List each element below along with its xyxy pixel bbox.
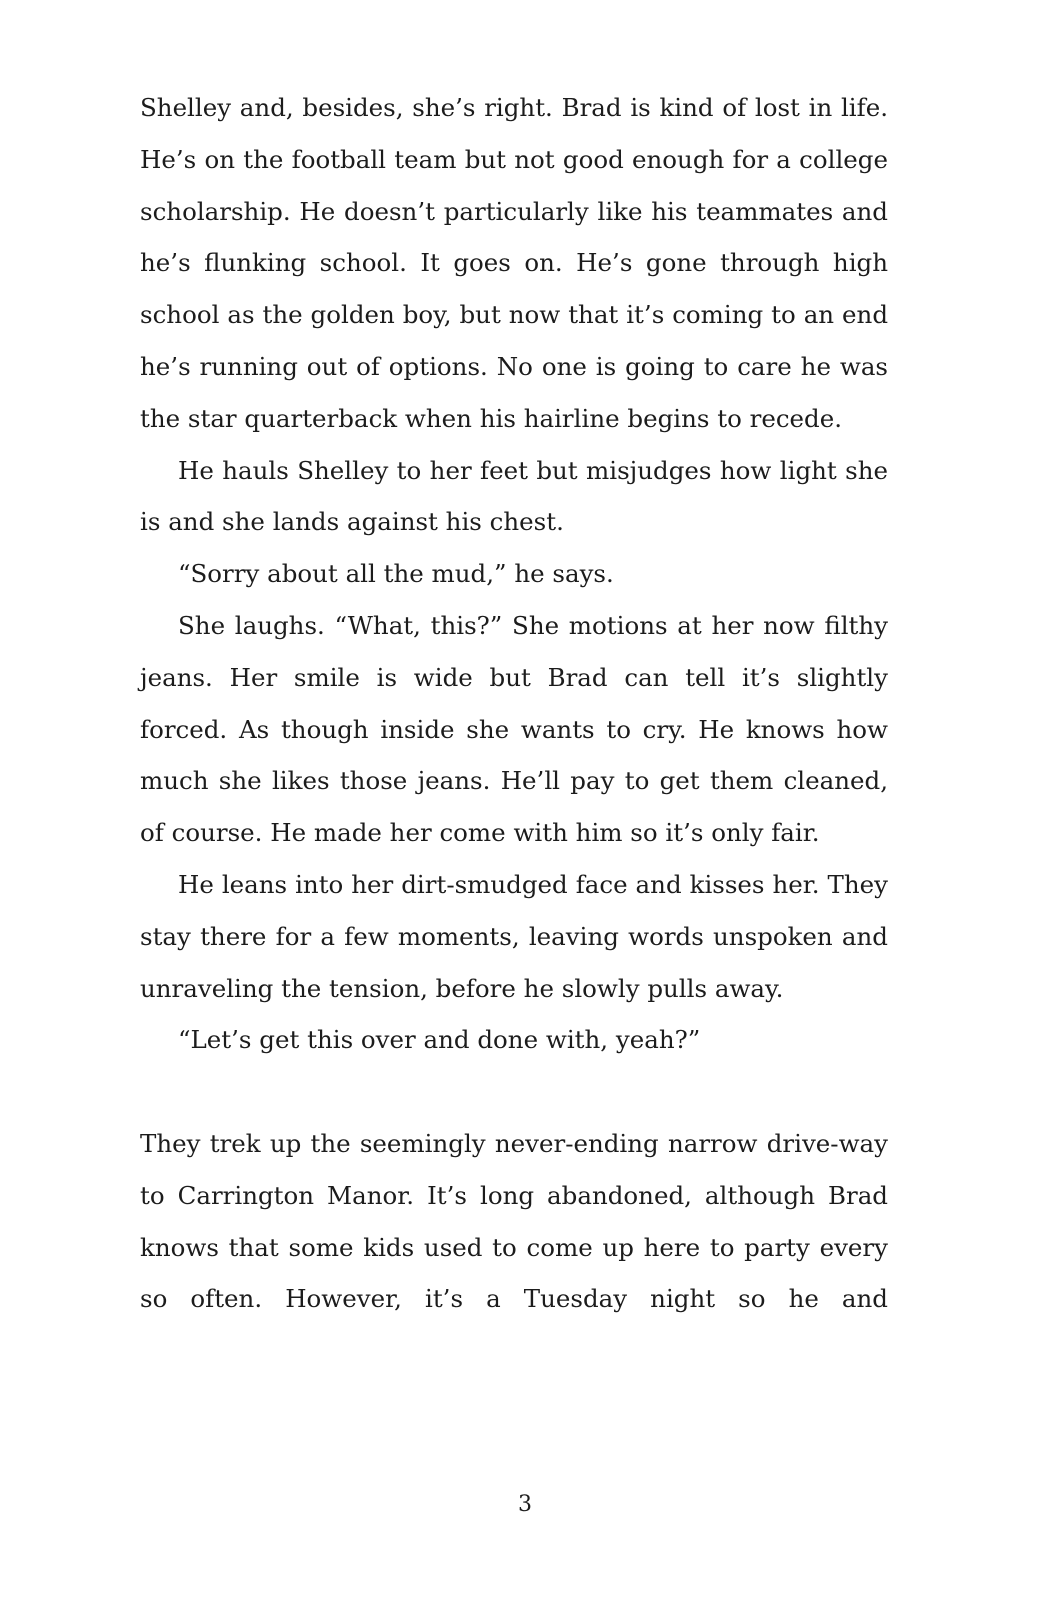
paragraph: He leans into her dirt-smudged face and kisses her. They stay there for a few moments, leaving words unspoken and unraveling the tension, before he slowly pulls away.: [140, 869, 888, 1003]
scene-break: [140, 1066, 888, 1118]
body-text: [140, 82, 888, 1325]
paragraph: He hauls Shelley to her feet but misjudges how light she is and she lands against his chest.: [140, 455, 888, 537]
paragraph: “Let’s get this over and done with, yeah?”: [178, 1025, 701, 1055]
paragraph: She laughs. “What, this?” She motions at her now filthy jeans. Her smile is wide but Brad can tell it’s slightly forced. As though inside she wants to cry. He knows how much she likes those jeans. He’ll pay to get them cleaned, of course. He made her come with him so it’s only fair.: [140, 610, 888, 848]
paragraph: They trek up the seemingly never-ending narrow drive-way to Carrington Manor. It’s long abandoned, although Brad knows that some kids used to come up here to party every so often. However, it’s a Tuesday night so he and: [140, 1128, 888, 1314]
paragraph: “Sorry about all the mud,” he says.: [178, 559, 614, 589]
page-number: 3: [518, 1492, 532, 1517]
paragraph: Shelley and, besides, she’s right. Brad is kind of lost in life. He’s on the football team but not good enough for a college scholarship. He doesn’t particularly like his teammates and he’s flunking school. It goes on. He’s gone through high school as the golden boy, but now that it’s coming to an end he’s running out of options. No one is going to care he was the star quarterback when his hairline begins to recede.: [140, 93, 888, 433]
